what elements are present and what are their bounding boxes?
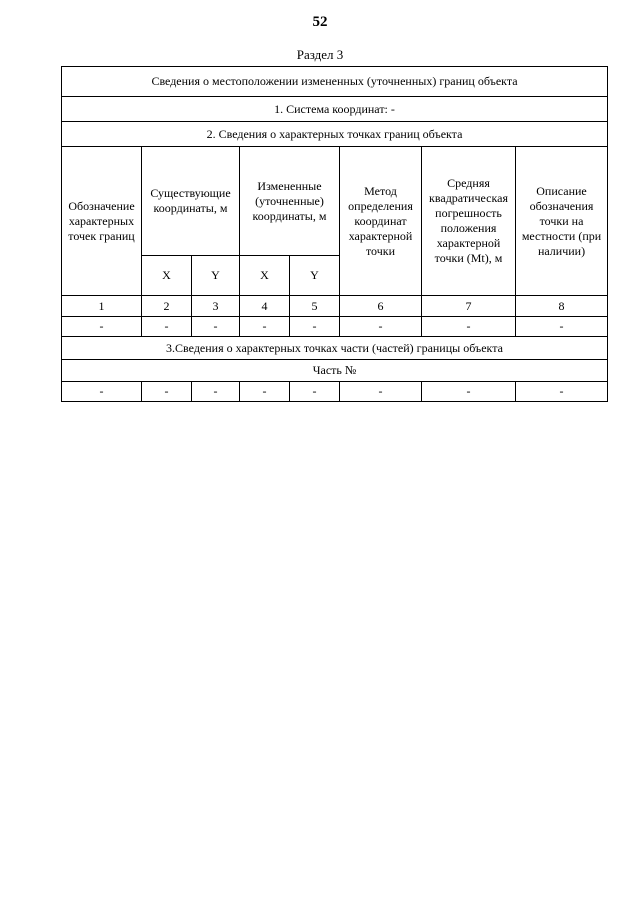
header-changed-coords: Измененные (уточненные) координаты, м [240,147,340,256]
coordinate-system: 1. Система координат: - [62,97,608,122]
table-row [62,317,608,337]
table-cell: - [240,317,290,337]
parts-section-title: 3.Сведения о характерных точках части (частей) границы объекта [62,337,608,360]
column-number: 3 [192,296,240,317]
table-title: Сведения о местоположении измененных (уточненных) границ объекта [62,67,608,97]
table-cell: - [422,382,516,402]
boundary-points-table [61,66,608,402]
table-cell: - [516,382,608,402]
table-cell: - [62,382,142,402]
table-cell: - [422,317,516,337]
part-number-label: Часть № [62,360,608,382]
column-number: 1 [62,296,142,317]
table-cell: - [290,382,340,402]
header-method: Метод определения координат характерной точки [340,147,422,296]
header-description: Описание обозначения точки на местности (при наличии) [516,147,608,296]
table-cell: - [290,317,340,337]
column-numbers-row [62,296,608,317]
column-number: 5 [290,296,340,317]
page-number: 52 [312,14,328,30]
table-cell: - [340,382,422,402]
column-number: 7 [422,296,516,317]
column-number: 4 [240,296,290,317]
table-cell: - [192,317,240,337]
header-existing-y: Y [192,256,240,296]
table-cell: - [62,317,142,337]
table-cell: - [142,382,192,402]
header-changed-x: X [240,256,290,296]
table-cell: - [192,382,240,402]
header-existing-x: X [142,256,192,296]
header-designation: Обозначение характерных точек границ [62,147,142,296]
table-cell: - [142,317,192,337]
table-cell: - [516,317,608,337]
points-section-title: 2. Сведения о характерных точках границ объекта [62,122,608,147]
table-cell: - [340,317,422,337]
header-changed-y: Y [290,256,340,296]
header-existing-coords: Существующие координаты, м [142,147,240,256]
section-label: Раздел 3 [296,47,344,62]
column-number: 8 [516,296,608,317]
table-row [62,382,608,402]
header-error: Средняя квадратическая погрешность положения характерной точки (Mt), м [422,147,516,296]
column-number: 2 [142,296,192,317]
table-cell: - [240,382,290,402]
column-number: 6 [340,296,422,317]
